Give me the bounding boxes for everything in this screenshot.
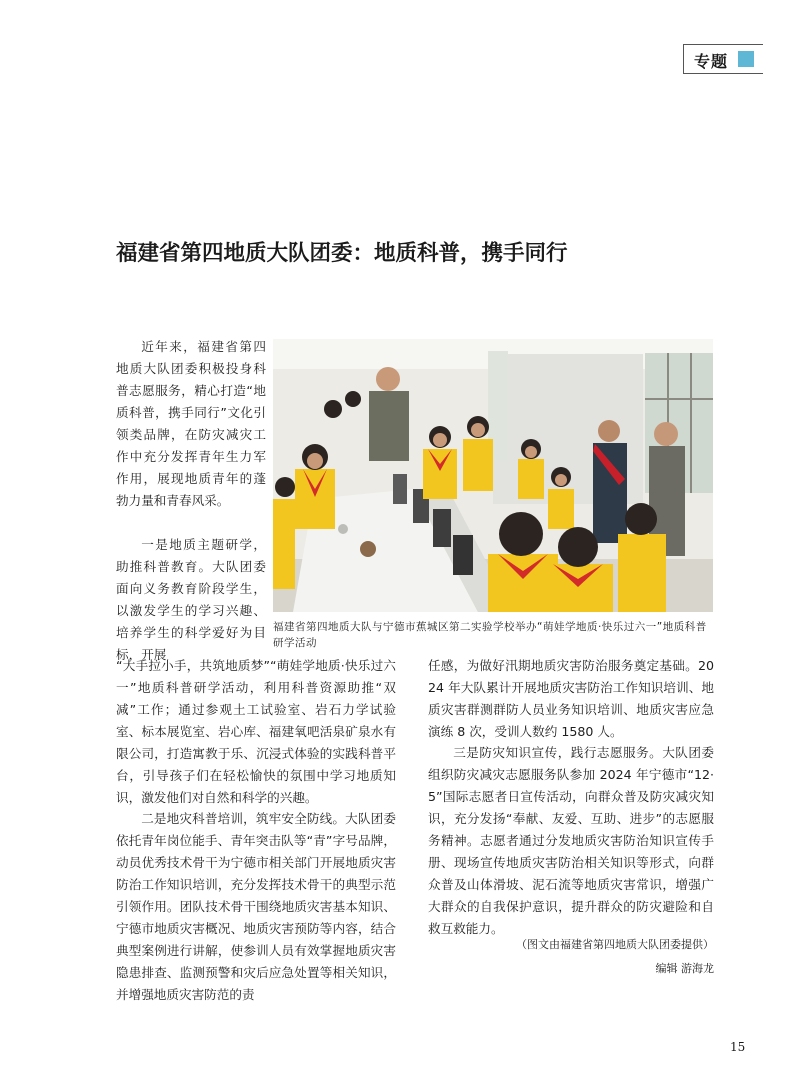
- classroom-photo-illustration: [273, 339, 713, 612]
- section-tag-label: 专题: [694, 52, 729, 71]
- paragraph-1-head: 一是地质主题研学，助推科普教育。大队团委面向义务教育阶段学生，以激发学生的学习兴趣、培养学生的科学爱好为目标，开展: [116, 537, 266, 662]
- paragraph-2: 二是地灾科普培训，筑牢安全防线。大队团委依托青年岗位能手、青年突击队等“青”字号品牌，动员优秀技术骨干为宁德市相关部门开展地质灾害防治工作知识培训，充分发挥技术骨干的典型示范引领作用。团队技术骨干围绕地质灾害基本知识、宁德市地质灾害概况、地质灾害预防等内容，结合典型案例进行讲解，使参训人员有效掌握地质灾害隐患排查、监测预警和灾后应急处置等相关知识，并增强地质灾害防范的责: [116, 811, 396, 1002]
- paragraph-3: 三是防灾知识宣传，践行志愿服务。大队团委组织防灾减灾志愿服务队参加 2024 年宁德市“12·5”国际志愿者日宣传活动，向群众普及防灾减灾知识，充分发扬“奉献、友爱、互助、进步”的志愿服务精神。志愿者通过分发地质灾害防治知识宣传手册、现场宣传地质灾害防治相关知识等形式，向群众普及山体滑坡、泥石流等地质灾害常识，增强广大群众的自我保护意识，提升群众的防灾避险和自救互救能力。: [428, 745, 714, 936]
- section-tag-square: [738, 51, 754, 67]
- article-title: 福建省第四地质大队团委：地质科普，携手同行: [116, 241, 568, 266]
- paragraph-intro: 近年来，福建省第四地质大队团委积极投身科普志愿服务，精心打造“地质科普，携手同行”文化引领类品牌，在防灾减灾工作中充分发挥青年生力军作用，展现地质青年的蓬勃力量和青春风采。: [116, 339, 266, 508]
- paragraph-1-tail: “大手拉小手，共筑地质梦”“萌娃学地质·快乐过六一”地质科普研学活动，利用科普资源助推“双减”工作；通过参观土工试验室、岩石力学试验室、标本展览室、岩心库、福建氧吧活泉矿泉水有限公司，打造寓教于乐、沉浸式体验的实践科普平台，引导孩子们在轻松愉快的氛围中学习地质知识，激发他们对自然和科学的兴趣。: [116, 658, 396, 805]
- source-note: （图文由福建省第四地质大队团委提供）: [516, 938, 714, 951]
- section-tag: [683, 44, 763, 74]
- article-photo: [273, 339, 713, 612]
- photo-caption: 福建省第四地质大队与宁德市蕉城区第二实验学校举办“萌娃学地质·快乐过六一”地质科普研学活动: [273, 621, 707, 649]
- editor-credit: 编辑 游海龙: [655, 962, 714, 975]
- page-number: 15: [730, 1040, 746, 1054]
- paragraph-2-continued: 任感，为做好汛期地质灾害防治服务奠定基础。2024 年大队累计开展地质灾害防治工作知识培训、地质灾害群测群防人员业务知识培训、地质灾害应急演练 8 次，受训人数约 1580 人。: [428, 658, 714, 739]
